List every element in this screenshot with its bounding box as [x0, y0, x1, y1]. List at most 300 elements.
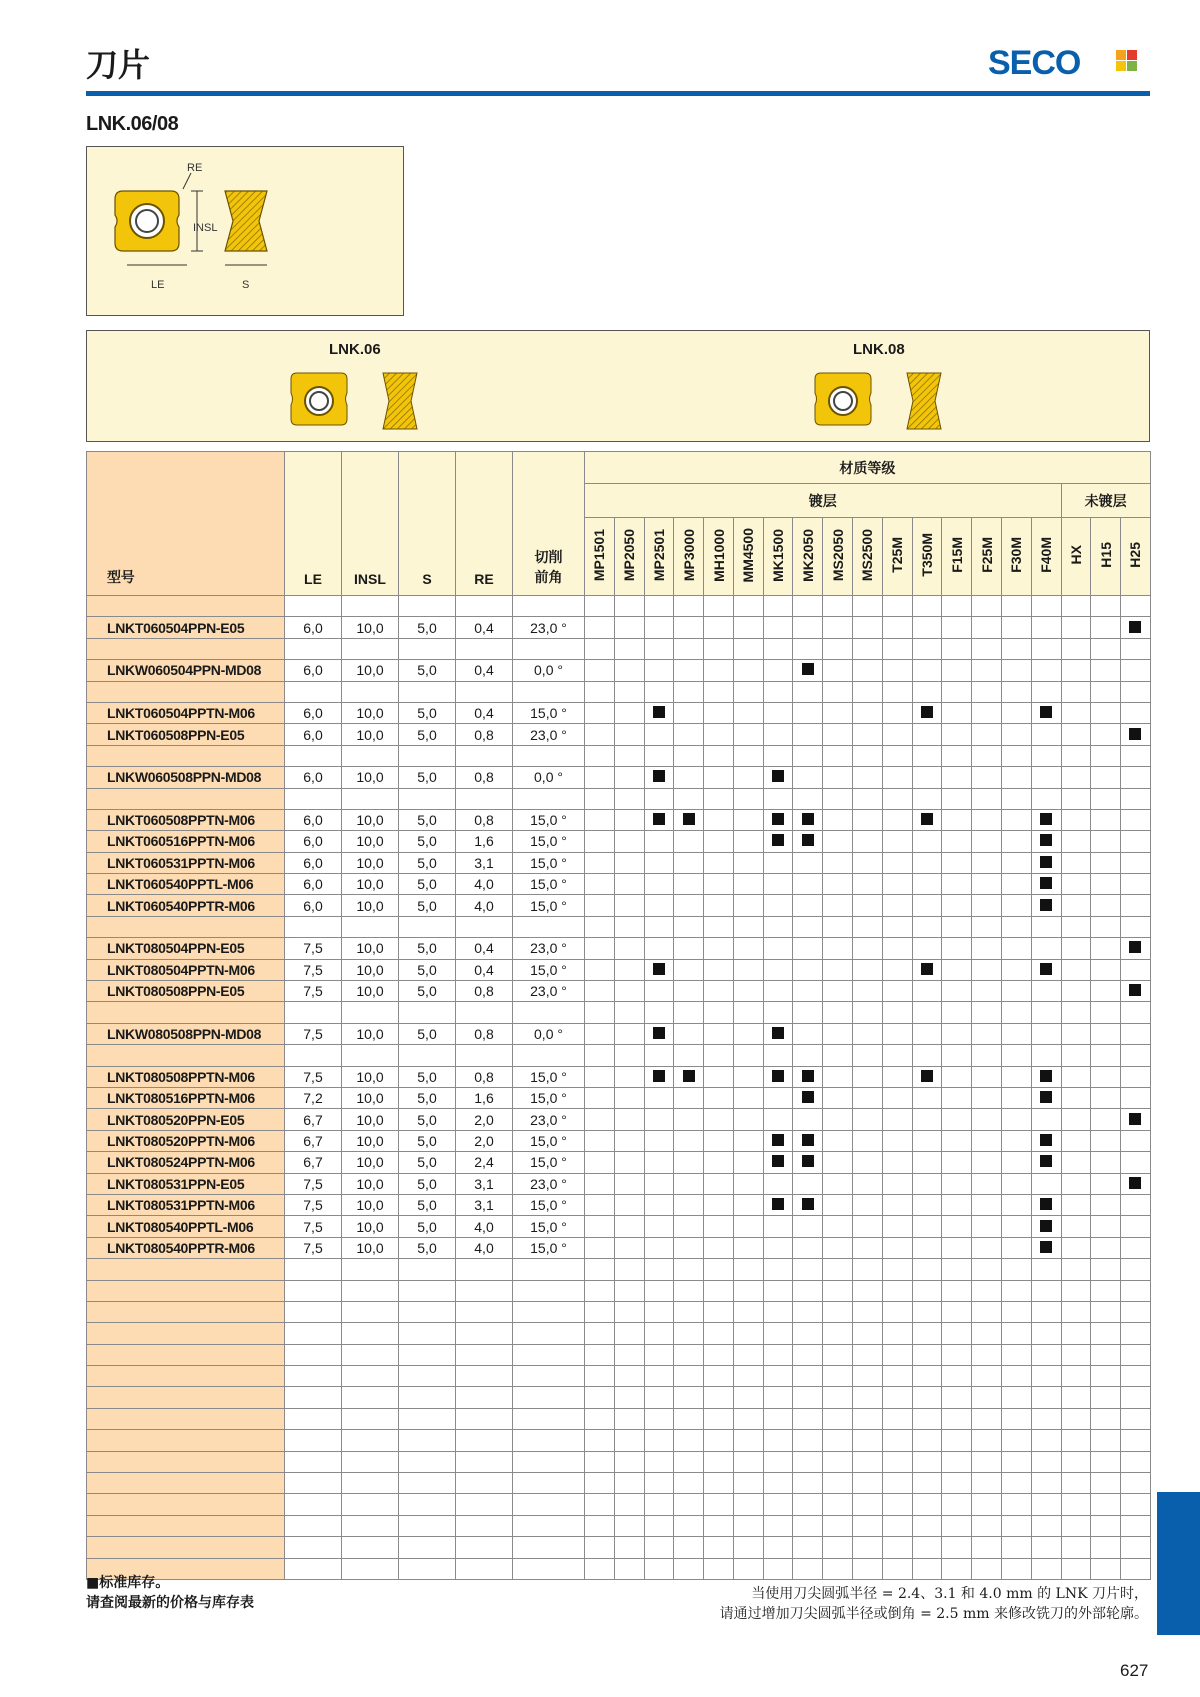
insert-drawing-icon: [87, 147, 403, 315]
grade-cell-mp3000: [674, 1152, 704, 1173]
grade-cell-f15m: [942, 1023, 972, 1044]
stock-mark-icon: [772, 770, 784, 782]
table-row: [87, 1173, 1151, 1194]
stock-mark-icon: [921, 706, 933, 718]
grade-cell-f30m: [1001, 702, 1031, 723]
cell-insl: 10,0: [342, 1130, 399, 1151]
cell-insl: 10,0: [342, 895, 399, 916]
cell-re: 0,4: [456, 660, 513, 681]
grade-cell-mp2501: [644, 1130, 674, 1151]
grade-cell-f30m: [1001, 660, 1031, 681]
grade-cell-hx: [1061, 767, 1091, 788]
grade-cell-f25m: [972, 831, 1002, 852]
grade-cell-ms2500: [853, 981, 883, 1002]
spacer-row: [87, 916, 1151, 937]
grade-cell-h15: [1091, 1023, 1121, 1044]
grade-cell-mp2050: [614, 1130, 644, 1151]
grade-cell-f40m: [1031, 959, 1061, 980]
table-row: [87, 981, 1151, 1002]
cell-re: 4,0: [456, 1237, 513, 1258]
cell-s: 5,0: [399, 1087, 456, 1108]
grade-cell-mh1000: [704, 831, 734, 852]
cell-angle: 15,0 °: [513, 852, 585, 873]
grade-cell-mp3000: [674, 852, 704, 873]
grade-cell-mm4500: [733, 1237, 763, 1258]
cell-insl: 10,0: [342, 1237, 399, 1258]
grade-cell-f40m: [1031, 895, 1061, 916]
grade-cell-h25: [1121, 959, 1151, 980]
grade-cell-t25m: [882, 831, 912, 852]
cell-le: 7,5: [285, 1216, 342, 1237]
grade-cell-f25m: [972, 1237, 1002, 1258]
grade-cell-mk2050: [793, 1066, 823, 1087]
grade-cell-hx: [1061, 617, 1091, 638]
grade-cell-h25: [1121, 1152, 1151, 1173]
s-label: S: [242, 279, 250, 291]
spacer-row: [87, 1451, 1151, 1472]
grade-cell-hx: [1061, 1066, 1091, 1087]
grade-cell-mp1501: [585, 1130, 615, 1151]
grade-cell-mp1501: [585, 1152, 615, 1173]
grade-cell-t350m: [912, 1023, 942, 1044]
cell-angle: 15,0 °: [513, 1237, 585, 1258]
grade-cell-h25: [1121, 1087, 1151, 1108]
cell-re: 4,0: [456, 1216, 513, 1237]
grade-cell-mp2501: [644, 938, 674, 959]
grade-cell-f40m: [1031, 660, 1061, 681]
insert-code: LNKT060504PPN-E05: [87, 617, 285, 638]
grade-cell-t25m: [882, 852, 912, 873]
stock-mark-icon: [683, 813, 695, 825]
grade-cell-f25m: [972, 1087, 1002, 1108]
insert-code: LNKT060508PPN-E05: [87, 724, 285, 745]
stock-mark-icon: [1129, 1113, 1141, 1125]
grade-cell-f40m: [1031, 767, 1061, 788]
cell-re: 4,0: [456, 895, 513, 916]
grade-cell-h15: [1091, 981, 1121, 1002]
grade-cell-ms2500: [853, 852, 883, 873]
stock-mark-icon: [653, 706, 665, 718]
cell-re: 4,0: [456, 874, 513, 895]
grade-cell-mp2501: [644, 702, 674, 723]
grade-cell-mm4500: [733, 1023, 763, 1044]
grade-cell-t25m: [882, 1109, 912, 1130]
grade-cell-mk1500: [763, 1173, 793, 1194]
grade-header-ms2050: [823, 518, 853, 596]
grade-cell-f25m: [972, 938, 1002, 959]
grade-cell-ms2500: [853, 959, 883, 980]
grade-cell-mp3000: [674, 1216, 704, 1237]
grade-cell-f15m: [942, 724, 972, 745]
grade-cell-ms2500: [853, 724, 883, 745]
stock-mark-icon: [772, 1134, 784, 1146]
grade-cell-mp2050: [614, 1023, 644, 1044]
cell-angle: 15,0 °: [513, 1130, 585, 1151]
stock-mark-icon: [653, 1070, 665, 1082]
grade-cell-h15: [1091, 1216, 1121, 1237]
grade-label: F15M: [948, 537, 965, 573]
spacer-row: [87, 1301, 1151, 1322]
grade-cell-mk1500: [763, 852, 793, 873]
price-note: 请查阅最新的价格与库存表: [86, 1595, 254, 1611]
grade-cell-mk1500: [763, 895, 793, 916]
cell-insl: 10,0: [342, 959, 399, 980]
cell-re: 0,4: [456, 959, 513, 980]
cell-le: 6,0: [285, 767, 342, 788]
cell-angle: 15,0 °: [513, 874, 585, 895]
grade-header-mh1000: [704, 518, 734, 596]
stock-mark-icon: [1129, 621, 1141, 633]
grade-cell-f40m: [1031, 1087, 1061, 1108]
stock-mark-icon: [802, 663, 814, 675]
cell-s: 5,0: [399, 895, 456, 916]
cell-re: 2,0: [456, 1130, 513, 1151]
cell-angle: 23,0 °: [513, 938, 585, 959]
grade-header-hx: [1061, 518, 1091, 596]
grade-cell-mp3000: [674, 1173, 704, 1194]
stock-mark-icon: [653, 813, 665, 825]
grade-cell-f30m: [1001, 1216, 1031, 1237]
stock-mark-icon: [1040, 856, 1052, 868]
grade-cell-t350m: [912, 1087, 942, 1108]
grade-cell-t350m: [912, 724, 942, 745]
cell-insl: 10,0: [342, 1109, 399, 1130]
cell-s: 5,0: [399, 660, 456, 681]
grade-cell-mp2050: [614, 1194, 644, 1215]
insert-code: LNKT060540PPTR-M06: [87, 895, 285, 916]
stock-mark-icon: [772, 1198, 784, 1210]
grade-cell-mm4500: [733, 1194, 763, 1215]
grade-cell-f25m: [972, 981, 1002, 1002]
grade-cell-mp3000: [674, 831, 704, 852]
grade-cell-f30m: [1001, 981, 1031, 1002]
table-row: [87, 1194, 1151, 1215]
grade-cell-ms2500: [853, 809, 883, 830]
cell-insl: 10,0: [342, 724, 399, 745]
grade-cell-mp2050: [614, 809, 644, 830]
cell-insl: 10,0: [342, 831, 399, 852]
seco-logo: [988, 44, 1140, 80]
cell-angle: 23,0 °: [513, 981, 585, 1002]
grade-cell-mp1501: [585, 660, 615, 681]
grade-cell-mp2501: [644, 895, 674, 916]
grade-cell-mk2050: [793, 1023, 823, 1044]
stock-mark-icon: [802, 1155, 814, 1167]
grade-cell-mp1501: [585, 1087, 615, 1108]
grade-label: HX: [1067, 545, 1084, 565]
grade-cell-f40m: [1031, 1216, 1061, 1237]
cell-insl: 10,0: [342, 1216, 399, 1237]
grade-cell-mp2501: [644, 959, 674, 980]
grade-cell-mk1500: [763, 1152, 793, 1173]
grade-cell-mm4500: [733, 1109, 763, 1130]
grade-header-f15m: [942, 518, 972, 596]
grade-header-f40m: [1031, 518, 1061, 596]
grade-cell-mp2050: [614, 1087, 644, 1108]
grade-cell-hx: [1061, 724, 1091, 745]
spacer-row: [87, 1537, 1151, 1558]
grade-header-t350m: [912, 518, 942, 596]
cell-s: 5,0: [399, 938, 456, 959]
grade-cell-ms2500: [853, 1194, 883, 1215]
cell-angle: 15,0 °: [513, 1216, 585, 1237]
grade-cell-mp2501: [644, 724, 674, 745]
spacer-row: [87, 745, 1151, 766]
grade-cell-f30m: [1001, 1152, 1031, 1173]
grade-cell-f25m: [972, 1194, 1002, 1215]
grade-cell-f40m: [1031, 874, 1061, 895]
stock-mark-icon: [772, 813, 784, 825]
cell-angle: 15,0 °: [513, 895, 585, 916]
grade-cell-mp1501: [585, 981, 615, 1002]
stock-mark-icon: [1129, 1177, 1141, 1189]
grade-cell-mp2501: [644, 1066, 674, 1087]
grade-cell-ms2050: [823, 895, 853, 916]
radius-note-line1: 当使用刀尖圆弧半径 = 2.4、3.1 和 4.0 mm 的 LNK 刀片时，: [751, 1586, 1148, 1602]
cell-re: 3,1: [456, 1173, 513, 1194]
grade-cell-mh1000: [704, 874, 734, 895]
header-uncoated: 未镀层: [1061, 484, 1150, 518]
spacer-row: [87, 1344, 1151, 1365]
stock-mark-icon: [1040, 1091, 1052, 1103]
insert-code: LNKT060508PPTN-M06: [87, 809, 285, 830]
grade-cell-mk1500: [763, 724, 793, 745]
grade-cell-mk2050: [793, 852, 823, 873]
header-le: LE: [285, 452, 342, 596]
insert-code: LNKT080540PPTR-M06: [87, 1237, 285, 1258]
grade-cell-t350m: [912, 938, 942, 959]
page-title: 刀片: [86, 46, 151, 84]
grade-cell-mk1500: [763, 767, 793, 788]
grade-cell-h15: [1091, 724, 1121, 745]
cell-insl: 10,0: [342, 981, 399, 1002]
stock-mark-icon: [1040, 963, 1052, 975]
grade-cell-h15: [1091, 1173, 1121, 1194]
cell-insl: 10,0: [342, 1087, 399, 1108]
grade-cell-f25m: [972, 809, 1002, 830]
grade-header-mp2050: [614, 518, 644, 596]
grade-cell-t350m: [912, 1130, 942, 1151]
stock-mark-icon: [653, 1027, 665, 1039]
grade-cell-mp2050: [614, 1109, 644, 1130]
grade-cell-h25: [1121, 852, 1151, 873]
cell-le: 6,0: [285, 617, 342, 638]
grade-cell-mp1501: [585, 1066, 615, 1087]
grade-cell-mp2501: [644, 1237, 674, 1258]
grade-cell-f40m: [1031, 831, 1061, 852]
stock-mark-icon: [1040, 834, 1052, 846]
grade-cell-ms2050: [823, 1237, 853, 1258]
grade-cell-t350m: [912, 1237, 942, 1258]
grade-cell-h15: [1091, 959, 1121, 980]
grade-cell-mk2050: [793, 767, 823, 788]
grade-label: MK2050: [799, 528, 816, 582]
grade-cell-t25m: [882, 959, 912, 980]
spacer-row: [87, 1408, 1151, 1429]
grade-cell-h15: [1091, 1152, 1121, 1173]
cell-le: 6,0: [285, 852, 342, 873]
grade-cell-f30m: [1001, 1194, 1031, 1215]
grade-cell-ms2050: [823, 1152, 853, 1173]
grade-cell-hx: [1061, 874, 1091, 895]
cell-re: 0,4: [456, 938, 513, 959]
grade-cell-h25: [1121, 831, 1151, 852]
grade-cell-ms2500: [853, 1066, 883, 1087]
grade-cell-mk2050: [793, 874, 823, 895]
grade-cell-mh1000: [704, 959, 734, 980]
grade-cell-ms2050: [823, 1194, 853, 1215]
grade-cell-mp3000: [674, 1023, 704, 1044]
spacer-row: [87, 788, 1151, 809]
stock-mark-icon: [802, 1070, 814, 1082]
spacer-row: [87, 1323, 1151, 1344]
grade-cell-ms2500: [853, 1216, 883, 1237]
stock-legend: ■标准库存。: [86, 1575, 170, 1591]
grade-cell-mm4500: [733, 895, 763, 916]
cell-s: 5,0: [399, 1194, 456, 1215]
cell-le: 6,0: [285, 724, 342, 745]
grade-cell-f40m: [1031, 1237, 1061, 1258]
grade-cell-ms2050: [823, 702, 853, 723]
cell-re: 3,1: [456, 852, 513, 873]
grade-cell-mp3000: [674, 702, 704, 723]
grade-cell-mm4500: [733, 1130, 763, 1151]
grade-cell-h25: [1121, 702, 1151, 723]
stock-mark-icon: [772, 1070, 784, 1082]
insert-code: LNKT060540PPTL-M06: [87, 874, 285, 895]
grade-cell-mm4500: [733, 767, 763, 788]
cell-re: 0,8: [456, 981, 513, 1002]
cell-insl: 10,0: [342, 702, 399, 723]
grade-cell-mk1500: [763, 617, 793, 638]
cell-le: 7,5: [285, 1173, 342, 1194]
cell-insl: 10,0: [342, 874, 399, 895]
grade-header-f30m: [1001, 518, 1031, 596]
grade-cell-t350m: [912, 702, 942, 723]
cell-insl: 10,0: [342, 660, 399, 681]
grade-cell-ms2050: [823, 617, 853, 638]
grade-cell-mm4500: [733, 809, 763, 830]
cell-angle: 15,0 °: [513, 1194, 585, 1215]
grade-cell-ms2050: [823, 874, 853, 895]
grade-header-mp1501: [585, 518, 615, 596]
table-row: [87, 1237, 1151, 1258]
spacer-row: [87, 1387, 1151, 1408]
grade-cell-ms2500: [853, 767, 883, 788]
grade-cell-h25: [1121, 874, 1151, 895]
grade-cell-ms2500: [853, 938, 883, 959]
grade-cell-mh1000: [704, 1237, 734, 1258]
cell-insl: 10,0: [342, 1066, 399, 1087]
cell-angle: 15,0 °: [513, 1152, 585, 1173]
stock-mark-icon: [683, 1070, 695, 1082]
grade-cell-mp3000: [674, 1237, 704, 1258]
grade-cell-h25: [1121, 660, 1151, 681]
insert-code: LNKW060504PPN-MD08: [87, 660, 285, 681]
grade-cell-hx: [1061, 1194, 1091, 1215]
grade-cell-mm4500: [733, 702, 763, 723]
stock-mark-icon: [1040, 1198, 1052, 1210]
grade-cell-t25m: [882, 1173, 912, 1194]
grade-cell-f30m: [1001, 1130, 1031, 1151]
grade-label: MH1000: [710, 528, 727, 582]
grade-cell-ms2500: [853, 1087, 883, 1108]
grade-cell-mp2501: [644, 852, 674, 873]
grade-cell-mk2050: [793, 702, 823, 723]
grade-cell-mk2050: [793, 660, 823, 681]
grade-cell-ms2050: [823, 1066, 853, 1087]
grade-cell-mp2050: [614, 1173, 644, 1194]
grade-cell-ms2050: [823, 831, 853, 852]
footer-legend-block: [86, 1573, 254, 1613]
grade-cell-mh1000: [704, 1173, 734, 1194]
grade-cell-mp3000: [674, 767, 704, 788]
grade-cell-t25m: [882, 1237, 912, 1258]
grade-cell-f15m: [942, 938, 972, 959]
cell-le: 6,0: [285, 660, 342, 681]
grade-cell-ms2500: [853, 702, 883, 723]
grade-cell-mp2050: [614, 617, 644, 638]
cell-s: 5,0: [399, 1109, 456, 1130]
grade-cell-t25m: [882, 1194, 912, 1215]
grade-cell-mh1000: [704, 1130, 734, 1151]
grade-cell-ms2500: [853, 895, 883, 916]
insert-code: LNKT080508PPTN-M06: [87, 1066, 285, 1087]
grade-cell-mm4500: [733, 660, 763, 681]
grade-cell-f15m: [942, 831, 972, 852]
grade-cell-mk1500: [763, 1130, 793, 1151]
grade-cell-mk1500: [763, 809, 793, 830]
grade-header-mk2050: [793, 518, 823, 596]
grade-cell-t350m: [912, 1109, 942, 1130]
cell-angle: 23,0 °: [513, 1173, 585, 1194]
grade-cell-ms2050: [823, 1173, 853, 1194]
spacer-row: [87, 1430, 1151, 1451]
spacer-row: [87, 638, 1151, 659]
lnk06-label: LNK.06: [329, 341, 381, 358]
stock-mark-icon: [1040, 1155, 1052, 1167]
spacer-row: [87, 1002, 1151, 1023]
grade-cell-f30m: [1001, 874, 1031, 895]
grade-cell-t350m: [912, 959, 942, 980]
grade-cell-mm4500: [733, 831, 763, 852]
grade-cell-mm4500: [733, 1216, 763, 1237]
footer-note-block: [720, 1584, 1148, 1624]
grade-cell-hx: [1061, 1130, 1091, 1151]
stock-mark-icon: [802, 834, 814, 846]
cell-re: 1,6: [456, 831, 513, 852]
grade-cell-mk2050: [793, 724, 823, 745]
grade-cell-t350m: [912, 895, 942, 916]
grade-cell-mh1000: [704, 1216, 734, 1237]
cell-s: 5,0: [399, 874, 456, 895]
grade-cell-t25m: [882, 1087, 912, 1108]
grade-cell-hx: [1061, 660, 1091, 681]
grade-cell-t25m: [882, 895, 912, 916]
grade-cell-mp3000: [674, 1109, 704, 1130]
grade-label: MM4500: [740, 527, 757, 583]
grade-cell-mh1000: [704, 981, 734, 1002]
grade-cell-t350m: [912, 660, 942, 681]
grade-cell-mh1000: [704, 938, 734, 959]
insert-family-banner: [86, 330, 1150, 442]
stock-mark-icon: [1040, 899, 1052, 911]
grade-cell-mp2501: [644, 617, 674, 638]
header-angle-line2: 前角: [534, 569, 563, 585]
grade-cell-mh1000: [704, 702, 734, 723]
grade-cell-mp2050: [614, 874, 644, 895]
table-row: [87, 702, 1151, 723]
